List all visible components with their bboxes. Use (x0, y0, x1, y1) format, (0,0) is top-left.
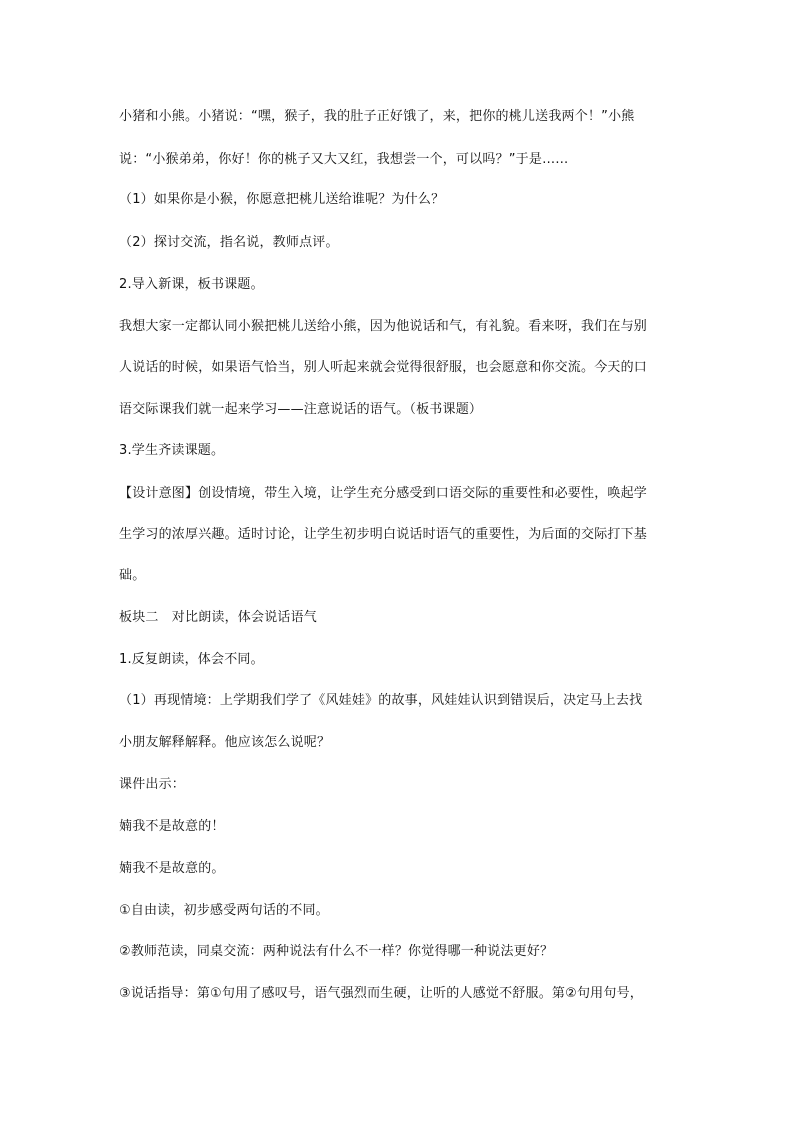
step-heading-1: 1.反复朗读，体会不同。 (119, 652, 264, 667)
design-intent-line-2: 生学习的浓厚兴趣。适时讨论，让学生初步明白说话时语气的重要性，为后面的交际打下基 (119, 527, 648, 542)
section-heading-2: 板块二 对比朗读，体会说话语气 (119, 610, 318, 625)
paragraph-story-line-1: 小猪和小熊。小猪说：“嘿，猴子，我的肚子正好饿了，来，把你的桃儿送我两个！”小熊 (119, 109, 635, 124)
design-intent-line-3: 础。 (119, 568, 146, 583)
step-heading-2: 2.导入新课，板书课题。 (119, 277, 264, 292)
question-1: （1）如果你是小猴，你愿意把桃儿送给谁呢？为什么？ (119, 192, 445, 207)
paragraph-intro-line-2: 人说话的时候，如果语气恰当，别人听起来就会觉得很舒服，也会愿意和你交流。今天的口 (119, 360, 648, 375)
example-sentence-2: 婻我不是故意的。 (119, 861, 225, 876)
activity-step-3: ③说话指导：第①句用了感叹号，语气强烈而生硬，让听的人感觉不舒服。第②句用句号， (119, 986, 643, 1001)
paragraph-story-line-2: 说：“小猴弟弟，你好！你的桃子又大又红，我想尝一个，可以吗？”于是…… (119, 152, 569, 167)
activity-step-2: ②教师范读，同桌交流：两种说法有什么不一样？你觉得哪一种说法更好？ (119, 944, 554, 959)
activity-step-1: ①自由读，初步感受两句话的不同。 (119, 903, 329, 918)
question-2: （2）探讨交流，指名说，教师点评。 (119, 235, 339, 250)
step-heading-3: 3.学生齐读课题。 (119, 443, 225, 458)
example-sentence-1: 婻我不是故意的！ (119, 819, 225, 834)
design-intent-line-1: 【设计意图】创设情境，带生入境，让学生充分感受到口语交际的重要性和必要性，唤起学 (119, 486, 648, 501)
paragraph-intro-line-3: 语交际课我们就一起来学习——注意说话的语气。（板书课题） (119, 402, 483, 417)
scenario-line-1: （1）再现情境：上学期我们学了《风娃娃》的故事，风娃娃认识到错误后，决定马上去找 (119, 693, 643, 708)
scenario-line-2: 小朋友解释解释。他应该怎么说呢？ (119, 735, 331, 750)
courseware-label: 课件出示： (119, 777, 186, 792)
paragraph-intro-line-1: 我想大家一定都认同小猴把桃儿送给小熊，因为他说话和气，有礼貌。看来呀，我们在与别 (119, 319, 648, 334)
